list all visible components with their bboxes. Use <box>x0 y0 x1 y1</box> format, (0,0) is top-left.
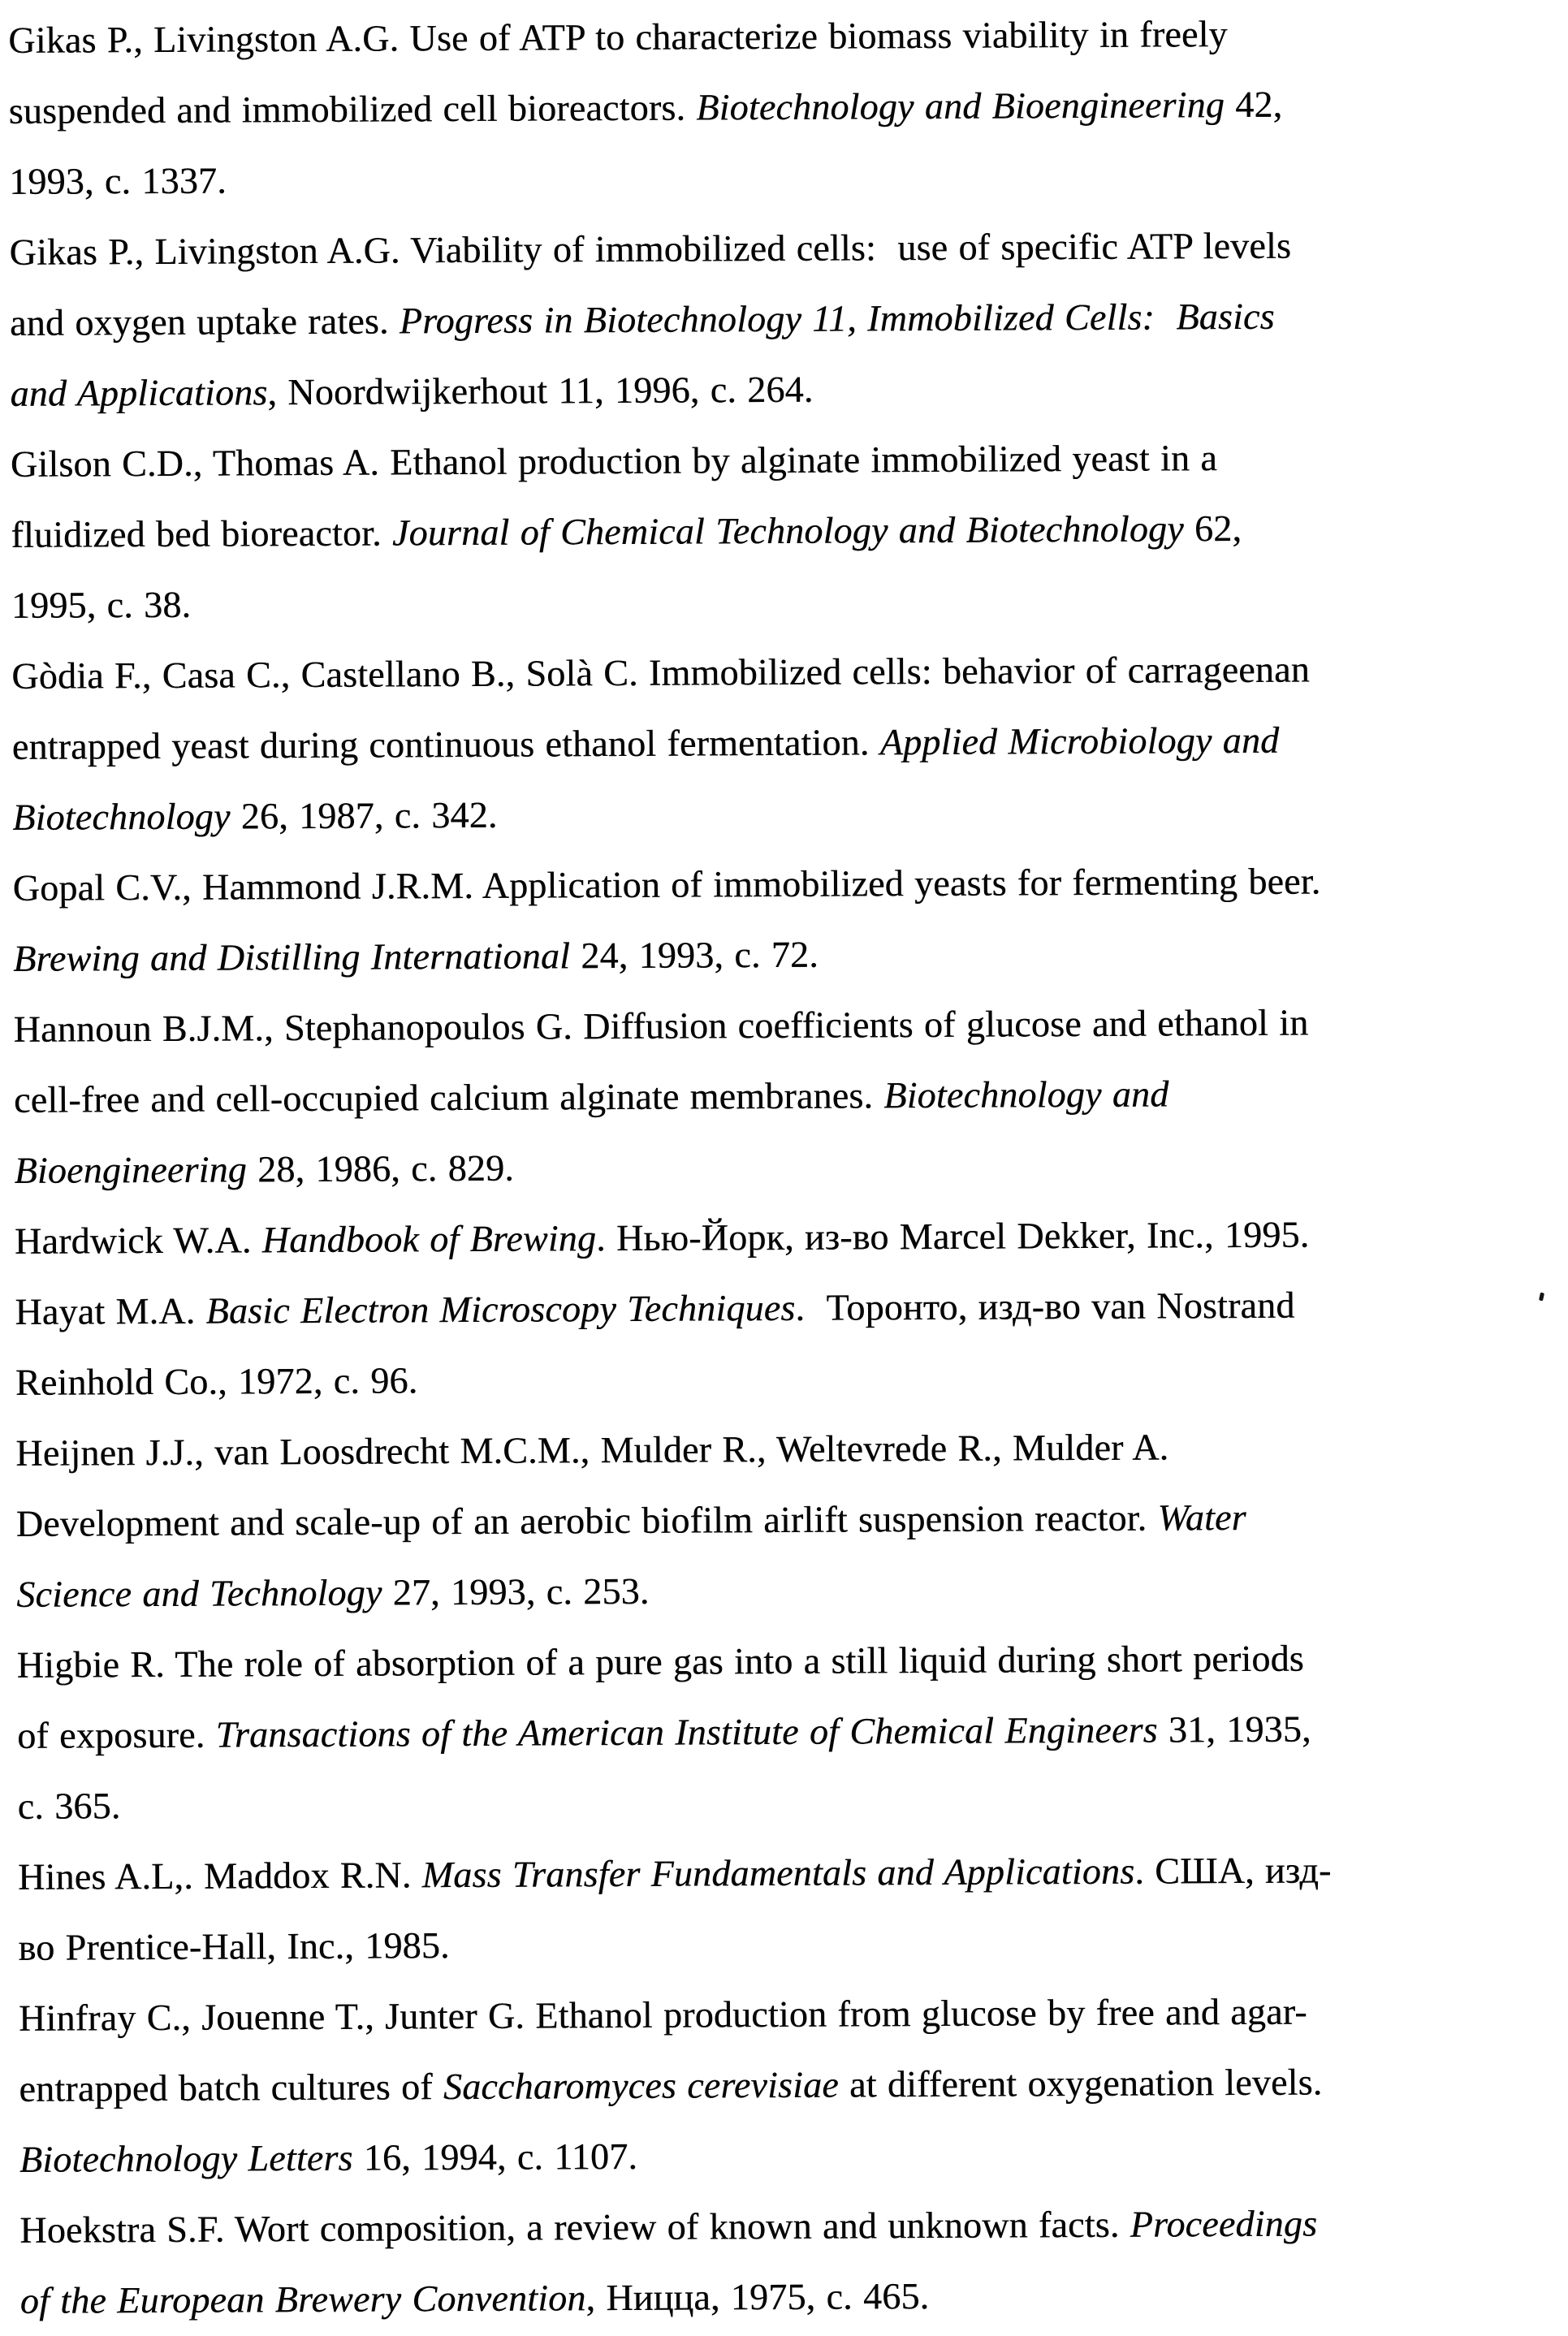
reference-text-segment: , Ницца, 1975, c. 465. <box>585 2275 930 2319</box>
reference-line <box>19 1975 1568 2053</box>
reference-text-segment: entrapped yeast during continuous ethanol fermentation. <box>11 721 880 767</box>
reference-title-italic-segment: Bioengineering <box>14 1148 248 1191</box>
reference-title-italic-segment: and Applications <box>10 371 268 414</box>
reference-entry <box>15 1268 1568 1418</box>
references-list <box>8 0 1568 2336</box>
reference-line <box>10 350 1565 429</box>
reference-line <box>16 1551 1568 1630</box>
reference-text-segment: во Prentice-Hall, Inc., 1985. <box>18 1924 450 1968</box>
reference-title-italic-segment: Applied Microbiology and <box>879 719 1280 763</box>
reference-text-segment: 16, 1994, c. 1107. <box>352 2135 638 2178</box>
reference-line <box>12 774 1567 853</box>
reference-text-segment: at different oxygenation levels. <box>838 2061 1323 2105</box>
reference-text-segment: Hinfray C., Jouenne T., Junter G. Ethanol production from glucose by free and agar- <box>18 1990 1307 2039</box>
reference-text-segment: , Noordwijkerhout 11, 1996, c. 264. <box>267 368 814 413</box>
reference-line <box>15 1268 1568 1347</box>
reference-line <box>19 2116 1568 2195</box>
reference-line <box>12 844 1567 923</box>
reference-text-segment: c. 365. <box>17 1785 121 1827</box>
reference-title-italic-segment: Science and Technology <box>16 1571 382 1615</box>
reference-text-segment: Hardwick W.A. <box>14 1219 262 1262</box>
reference-line <box>8 0 1563 76</box>
reference-text-segment: 1993, c. 1337. <box>9 159 227 202</box>
reference-title-italic-segment: Proceedings <box>1130 2202 1318 2245</box>
reference-text-segment: Hoekstra S.F. Wort composition, a review of known and unknown facts. <box>19 2203 1130 2251</box>
reference-text-segment: fluidized bed bioreactor. <box>11 512 393 555</box>
reference-title-italic-segment: of the European Brewery Convention <box>19 2277 586 2321</box>
reference-text-segment: . Торонто, изд-во van Nostrand <box>795 1284 1295 1328</box>
reference-line <box>19 2045 1568 2124</box>
reference-text-segment: Hannoun B.J.M., Stephanopoulos G. Diffusion coefficients of glucose and ethanol in <box>13 1001 1309 1050</box>
reference-text-segment: and oxygen uptake rates. <box>9 300 400 343</box>
reference-text-segment: Gilson C.D., Thomas A. Ethanol production by alginate immobilized yeast in a <box>10 437 1218 485</box>
reference-title-italic-segment: Biotechnology <box>12 795 231 838</box>
reference-entry <box>15 1198 1568 1276</box>
reference-entry <box>13 986 1568 1206</box>
reference-line <box>10 279 1565 358</box>
reference-text-segment: . США, изд- <box>1134 1849 1332 1892</box>
reference-text-segment: Hayat M.A. <box>15 1289 206 1332</box>
reference-entry <box>15 1410 1568 1630</box>
reference-text-segment: 24, 1993, c. 72. <box>569 933 819 977</box>
reference-text-segment: 1995, c. 38. <box>11 583 192 626</box>
reference-title-italic-segment: Journal of Chemical Technology and Biotechnology <box>391 507 1184 554</box>
reference-entry <box>19 2187 1568 2336</box>
reference-line <box>17 1763 1568 1842</box>
reference-line <box>8 67 1563 146</box>
reference-line <box>14 1127 1568 1206</box>
reference-line <box>19 2187 1568 2265</box>
reference-text-segment: Gikas P., Livingston A.G. Viability of immobilized cells: use of specific ATP levels <box>9 224 1292 273</box>
reference-text-segment: Higbie R. The role of absorption of a pure gas into a still liquid during short periods <box>16 1637 1304 1686</box>
reference-text-segment: 31, 1935, <box>1157 1708 1311 1751</box>
reference-title-italic-segment: Mass Transfer Fundamentals and Applications <box>421 1850 1135 1896</box>
reference-title-italic-segment: Transactions of the American Institute of Chemical Engineers <box>215 1708 1158 1755</box>
reference-title-italic-segment: Progress in Biotechnology 11, Immobilized Cells: Basics <box>399 295 1275 342</box>
reference-line <box>16 1480 1568 1559</box>
reference-line <box>11 562 1566 641</box>
reference-text-segment: Development and scale-up of an aerobic biofilm airlift suspension reactor. <box>15 1496 1158 1544</box>
reference-entry <box>12 844 1568 994</box>
reference-text-segment: . Нью-Йорк, из-во Marcel Dekker, Inc., 1995. <box>595 1213 1310 1259</box>
reference-title-italic-segment: Handbook of Brewing <box>261 1217 597 1261</box>
reference-title-italic-segment: Biotechnology and Bioengineering <box>696 84 1225 128</box>
reference-entry <box>11 421 1566 641</box>
reference-text-segment: Gikas P., Livingston A.G. Use of ATP to characterize biomass viability in freely <box>8 13 1228 61</box>
reference-line <box>11 491 1566 570</box>
reference-title-italic-segment: Water <box>1157 1496 1246 1539</box>
reference-line <box>20 2257 1568 2336</box>
reference-line <box>18 1904 1568 1983</box>
reference-text-segment: Heijnen J.J., van Loosdrecht M.C.M., Mulder R., Weltevrede R., Mulder A. <box>15 1426 1169 1474</box>
reference-title-italic-segment: Basic Electron Microscopy Techniques <box>205 1286 796 1332</box>
reference-text-segment: suspended and immobilized cell bioreactors. <box>8 86 697 132</box>
reference-title-italic-segment: Brewing and Distilling International <box>13 935 571 979</box>
reference-line <box>15 1410 1568 1488</box>
reference-entry <box>9 209 1565 429</box>
reference-title-italic-segment: Biotechnology Letters <box>19 2136 353 2180</box>
reference-text-segment: 62, <box>1183 507 1242 550</box>
reference-line <box>14 1056 1568 1135</box>
reference-line <box>16 1621 1568 1700</box>
reference-line <box>13 915 1568 994</box>
reference-text-segment: 26, 1987, c. 342. <box>230 793 498 837</box>
reference-line <box>17 1692 1568 1771</box>
reference-line <box>11 421 1566 499</box>
reference-text-segment: cell-free and cell-occupied calcium alginate membranes. <box>13 1074 884 1121</box>
reference-line <box>15 1198 1568 1276</box>
reference-entry <box>11 633 1567 853</box>
reference-line <box>13 986 1568 1064</box>
reference-line <box>15 1339 1568 1418</box>
reference-entry <box>18 1833 1568 1983</box>
reference-text-segment: 28, 1986, c. 829. <box>246 1146 515 1190</box>
reference-line <box>18 1833 1568 1912</box>
reference-text-segment: Reinhold Co., 1972, c. 96. <box>15 1359 418 1403</box>
reference-title-italic-segment: Saccharomyces cerevisiae <box>443 2063 840 2108</box>
reference-entry <box>8 0 1564 217</box>
reference-text-segment: 42, <box>1224 83 1283 126</box>
reference-line <box>11 633 1566 711</box>
reference-line <box>9 138 1564 217</box>
reference-text-segment: Gopal C.V., Hammond J.R.M. Application of immobilized yeasts for fermenting beer. <box>12 860 1321 909</box>
reference-entry <box>16 1621 1568 1842</box>
reference-text-segment: of exposure. <box>17 1713 216 1756</box>
reference-title-italic-segment: Biotechnology and <box>883 1073 1169 1116</box>
reference-text-segment: Hines A.L,. Maddox R.N. <box>17 1854 422 1898</box>
reference-text-segment: 27, 1993, c. 253. <box>382 1570 650 1613</box>
reference-line <box>12 703 1567 782</box>
reference-entry <box>19 1975 1568 2195</box>
reference-text-segment: Gòdia F., Casa C., Castellano B., Solà C. Immobilized cells: behavior of carrageenan <box>11 648 1311 697</box>
reference-line <box>9 209 1564 287</box>
reference-text-segment: entrapped batch cultures of <box>19 2066 444 2109</box>
